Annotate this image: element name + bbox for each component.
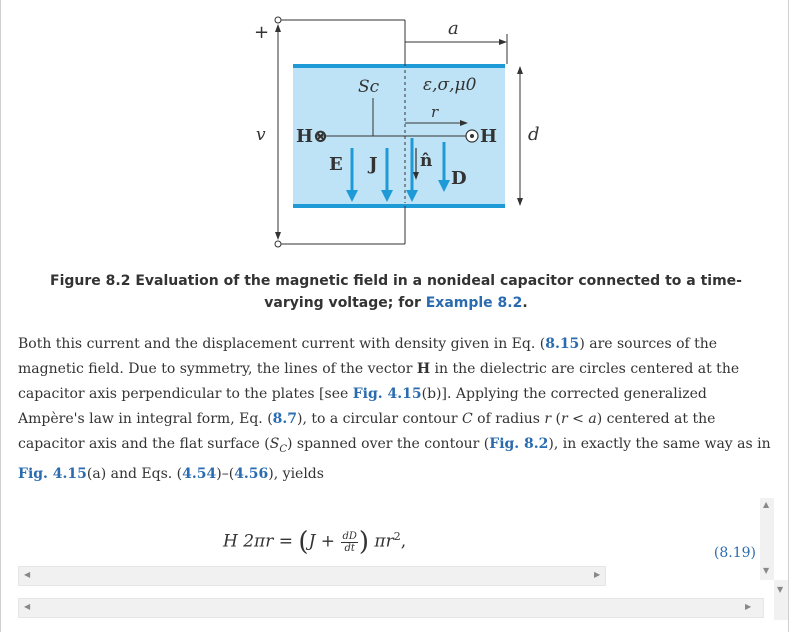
scroll-left-icon[interactable]: ◀ <box>24 570 31 579</box>
label-n: n̂ <box>420 151 433 171</box>
equation-block <box>18 497 774 577</box>
fraction <box>341 531 357 554</box>
equation-end: , <box>400 531 407 552</box>
dimension-d-arrowhead-top <box>517 66 523 74</box>
equation-horizontal-scrollbar[interactable] <box>18 566 606 586</box>
text: (b)]. Applying the corrected generalized Ampère's law in integral form, Eq. ( <box>18 386 707 427</box>
caption-suffix: . <box>522 295 528 311</box>
text: ) are sources of the magnetic field. Due to symmetry, the lines of the vector <box>18 336 718 377</box>
label-d: d <box>528 124 540 145</box>
equation <box>223 527 406 557</box>
symbol-s: S <box>269 436 280 452</box>
voltage-arrowhead-bottom <box>275 232 281 240</box>
label-props: ε,σ,μ0 <box>423 75 477 95</box>
text: ), yields <box>268 465 324 482</box>
right-border <box>788 0 789 632</box>
dimension-d-arrowhead-bottom <box>517 198 523 206</box>
left-border <box>0 0 1 632</box>
text: ) spanned over the contour ( <box>287 436 490 452</box>
symbol-r: r <box>561 411 568 427</box>
symbol-r: r <box>544 411 552 427</box>
top-terminal <box>275 17 281 23</box>
page-scroll-left-icon[interactable]: ◀ <box>24 602 31 611</box>
label-plus: + <box>254 22 270 43</box>
text: ) centered at the capacitor axis and the flat surface ( <box>18 411 716 452</box>
caption-text: Figure 8.2 Evaluation of the magnetic field in a nonideal capacitor connected to a time-varying voltage; for <box>50 273 742 311</box>
label-h-right: H <box>480 126 498 147</box>
text: in the dielectric are circles centered at the capacitor axis perpendicular to the plates [see <box>18 361 740 402</box>
fraction-num: dD <box>342 530 357 542</box>
symbol-a: a <box>588 411 597 427</box>
text: (a) and Eqs. ( <box>86 465 183 482</box>
text: ), to a circular contour <box>297 411 463 427</box>
figure-caption <box>40 270 752 314</box>
page-scroll-down-icon[interactable]: ▼ <box>777 585 784 594</box>
symbol-s-sub: C <box>279 443 287 455</box>
h-dot <box>470 134 474 138</box>
right-paren: ) <box>358 527 370 557</box>
symbol-c: C <box>462 411 473 427</box>
page-scroll-right-icon[interactable]: ▶ <box>745 602 752 611</box>
voltage-arrowhead-top <box>275 24 281 32</box>
text: )–( <box>216 465 235 482</box>
eq-link-8-7[interactable]: 8.7 <box>272 411 298 427</box>
text: ( <box>551 411 561 427</box>
eq-link-4-56[interactable]: 4.56 <box>234 465 269 482</box>
fig-link-4-15[interactable]: Fig. 4.15 <box>352 386 422 402</box>
fig-link-4-15b[interactable]: Fig. 4.15 <box>18 465 87 482</box>
left-paren: ( <box>298 527 309 557</box>
scroll-up-icon[interactable]: ▲ <box>763 500 770 509</box>
label-v: v <box>256 125 266 145</box>
bottom-terminal <box>275 241 281 247</box>
equation-number: (8.19) <box>713 545 756 561</box>
label-r: r <box>431 103 439 121</box>
label-h-left: H⊗ <box>296 126 329 147</box>
label-d-vector: D <box>451 168 467 189</box>
equation-j: J + <box>308 531 341 552</box>
label-sc: Sc <box>358 77 380 97</box>
label-e: E <box>329 154 343 175</box>
text: Both this current and the displacement current with density given in Eq. ( <box>18 336 546 352</box>
eq-link-8-15[interactable]: 8.15 <box>545 336 580 352</box>
equation-rhs: πr <box>369 531 394 552</box>
vector-h: H <box>416 361 431 377</box>
fraction-den: dt <box>344 542 355 554</box>
equation-sup: 2 <box>393 529 401 543</box>
text: ), in exactly the same way as in <box>548 436 771 452</box>
label-a: a <box>448 18 459 39</box>
page-horizontal-scrollbar[interactable] <box>18 598 764 618</box>
caption-example-link[interactable]: Example 8.2 <box>425 295 523 311</box>
text: < <box>567 411 589 427</box>
dimension-a-arrowhead <box>499 39 507 45</box>
text: of radius <box>472 411 545 427</box>
body-paragraph <box>18 332 776 487</box>
capacitor-figure <box>230 8 550 258</box>
fig-link-8-2[interactable]: Fig. 8.2 <box>489 436 549 452</box>
scroll-right-icon[interactable]: ▶ <box>594 570 601 579</box>
label-j: J <box>369 154 378 175</box>
scroll-down-icon[interactable]: ▼ <box>763 566 770 575</box>
equation-lhs: H 2πr = <box>223 531 299 552</box>
eq-link-4-54[interactable]: 4.54 <box>182 465 217 482</box>
